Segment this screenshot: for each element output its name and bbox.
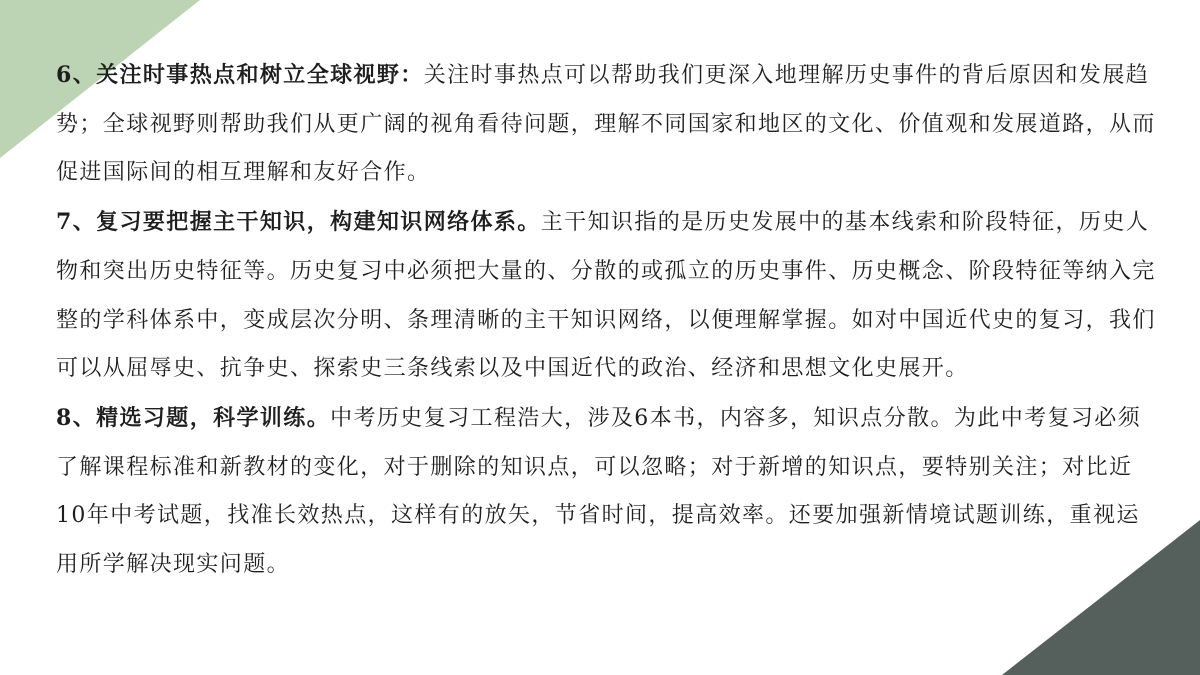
paragraph-6-heading: 6、关注时事热点和树立全球视野： (56, 62, 424, 88)
paragraph-8-heading: 8、精选习题，科学训练。 (56, 404, 331, 431)
paragraph-6-body: 关注时事热点可以帮助我们更深入地理解历史事件的背后原因和发展趋势；全球视野则帮助我们从更广阔的视角看待问题，理解不同国家和地区的文化、价值观和发展道路，从而促进国际间的相互理解和友好合作。 (56, 63, 1156, 186)
paragraph-7-body: 主干知识指的是历史发展中的基本线索和阶段特征，历史人物和突出历史特征等。历史复习中必须把大量的、分散的或孤立的历史事件、历史概念、阶段特征等纳入完整的学科体系中，变成层次分明、条理清晰的主干知识网络，以便理解掌握。如对中国近代史的复习，我们可以从屈辱史、抗争史、探索史三条线索以及中国近代的政治、经济和思想文化史展开。 (56, 210, 1156, 382)
paragraph-7-heading: 7、复习要把握主干知识，构建知识网络体系。 (56, 209, 541, 236)
paragraph-8-body: 中考历史复习工程浩大，涉及6本书，内容多，知识点分散。为此中考复习必须了解课程标准和新教材的变化，对于删除的知识点，可以忽略；对于新增的知识点，要特别关注；对比近10年中考试题，找准长效热点，这样有的放矢，节省时间，提高效率。还要加强新情境试题训练，重视运用所学解决现实问题。 (56, 405, 1142, 578)
paragraph-8 (56, 394, 1156, 590)
slide-body (56, 51, 1156, 590)
paragraph-7 (56, 198, 1156, 394)
paragraph-6 (56, 51, 1156, 198)
